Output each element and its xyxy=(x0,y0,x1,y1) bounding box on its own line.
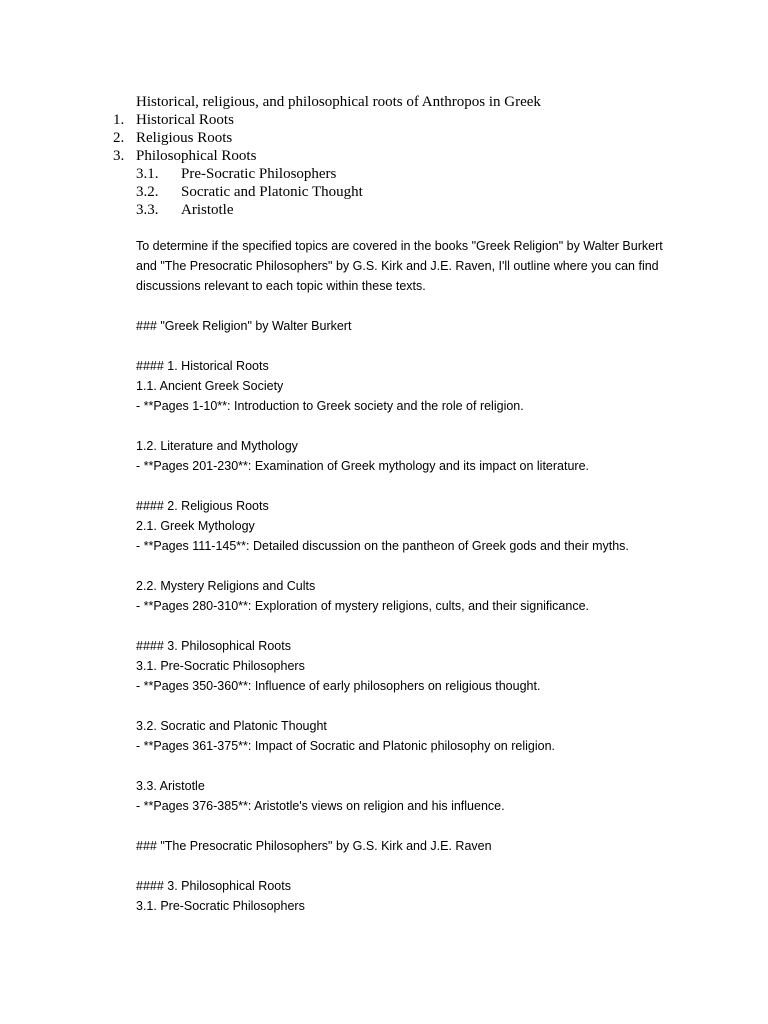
kirk-heading: ### "The Presocratic Philosophers" by G.S. Kirk and J.E. Raven xyxy=(136,839,492,853)
subsection-title: 2.1. Greek Mythology xyxy=(136,519,255,533)
outline-subitem-number: 3.3. xyxy=(136,202,159,218)
intro-line: and "The Presocratic Philosophers" by G.S. Kirk and J.E. Raven, I'll outline where you can find xyxy=(136,259,659,273)
outline-title-line xyxy=(0,93,768,111)
blank-line xyxy=(136,696,676,716)
outline-subitem-number: 3.1. xyxy=(136,166,159,182)
subsection-title: 1.2. Literature and Mythology xyxy=(136,439,298,453)
outline-item-number: 1. xyxy=(113,112,125,128)
page-reference: - **Pages 361-375**: Impact of Socratic and Platonic philosophy on religion. xyxy=(136,739,556,753)
outline-subitem-label: Pre-Socratic Philosophers xyxy=(181,166,337,182)
blank-line xyxy=(136,556,676,576)
outline-item xyxy=(0,111,768,129)
outline-item-label: Religious Roots xyxy=(136,130,233,146)
outline-item-number: 3. xyxy=(113,148,125,164)
blank-line xyxy=(136,816,676,836)
page-reference: - **Pages 280-310**: Exploration of mystery religions, cults, and their significance. xyxy=(136,599,590,613)
page-reference: - **Pages 111-145**: Detailed discussion on the pantheon of Greek gods and their myths. xyxy=(136,539,629,553)
body-text xyxy=(136,236,676,916)
blank-line xyxy=(136,616,676,636)
outline-item xyxy=(0,147,768,165)
page-reference: - **Pages 376-385**: Aristotle's views on religion and his influence. xyxy=(136,799,505,813)
blank-line xyxy=(136,416,676,436)
blank-line xyxy=(136,336,676,356)
blank-line xyxy=(136,856,676,876)
page-reference: - **Pages 201-230**: Examination of Greek mythology and its impact on literature. xyxy=(136,459,590,473)
intro-line: To determine if the specified topics are covered in the books "Greek Religion" by Walter Burkert xyxy=(136,239,663,253)
outline-subitem xyxy=(0,201,768,219)
subsection-title: 3.1. Pre-Socratic Philosophers xyxy=(136,899,305,913)
outline-item-label: Historical Roots xyxy=(136,112,234,128)
section-heading: #### 2. Religious Roots xyxy=(136,499,269,513)
section-heading: #### 1. Historical Roots xyxy=(136,359,269,373)
page-reference: - **Pages 350-360**: Influence of early philosophers on religious thought. xyxy=(136,679,541,693)
outline-item xyxy=(0,129,768,147)
outline-subitem xyxy=(0,183,768,201)
outline-item-number: 2. xyxy=(113,130,125,146)
outline-section xyxy=(0,93,768,219)
subsection-title: 3.2. Socratic and Platonic Thought xyxy=(136,719,327,733)
page-reference: - **Pages 1-10**: Introduction to Greek society and the role of religion. xyxy=(136,399,524,413)
burkert-heading: ### "Greek Religion" by Walter Burkert xyxy=(136,319,352,333)
section-heading: #### 3. Philosophical Roots xyxy=(136,879,291,893)
subsection-title: 2.2. Mystery Religions and Cults xyxy=(136,579,316,593)
blank-line xyxy=(136,296,676,316)
subsection-title: 3.1. Pre-Socratic Philosophers xyxy=(136,659,305,673)
outline-title: Historical, religious, and philosophical roots of Anthropos in Greek xyxy=(136,94,541,110)
intro-line: discussions relevant to each topic within these texts. xyxy=(136,279,426,293)
blank-line xyxy=(136,476,676,496)
outline-subitem-number: 3.2. xyxy=(136,184,159,200)
section-heading: #### 3. Philosophical Roots xyxy=(136,639,291,653)
subsection-title: 3.3. Aristotle xyxy=(136,779,205,793)
outline-subitem-label: Socratic and Platonic Thought xyxy=(181,184,363,200)
subsection-title: 1.1. Ancient Greek Society xyxy=(136,379,284,393)
blank-line xyxy=(136,756,676,776)
outline-subitem xyxy=(0,165,768,183)
outline-item-label: Philosophical Roots xyxy=(136,148,257,164)
outline-subitem-label: Aristotle xyxy=(181,202,234,218)
